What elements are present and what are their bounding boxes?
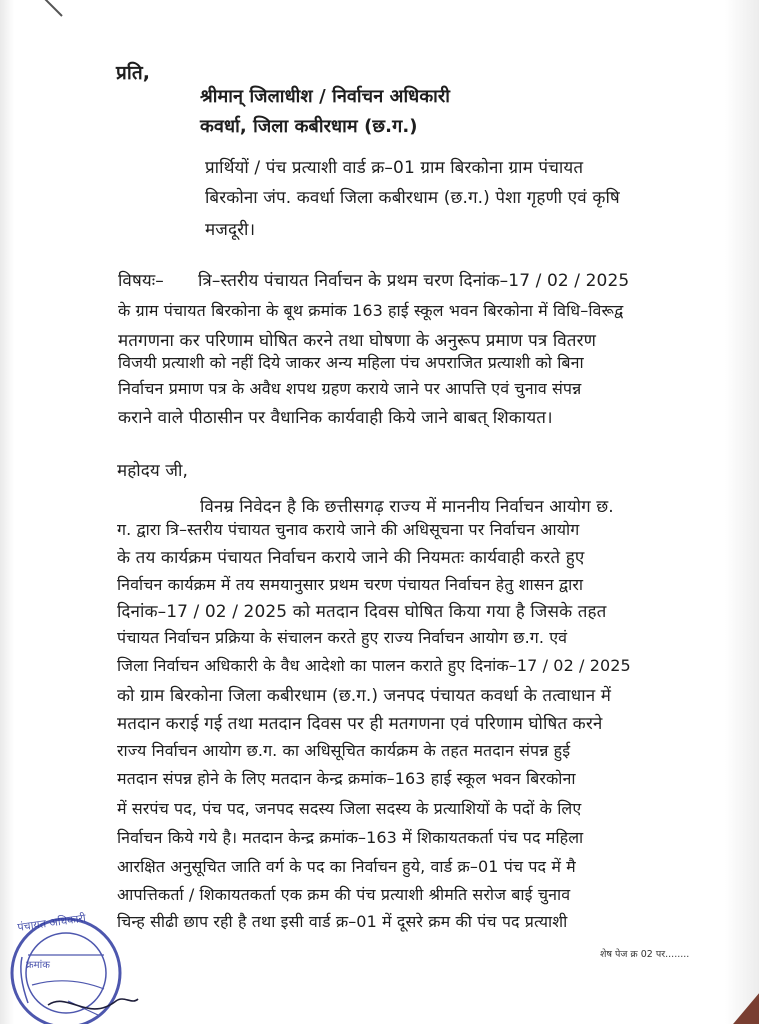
body-line: जिला निर्वाचन अधिकारी के वैध आदेशो का पालन कराते हुए दिनांक–17 / 02 / 2025 — [117, 656, 631, 675]
body-line: निर्वाचन किये गये है। मतदान केन्द्र क्रमांक–163 में शिकायतकर्ता पंच पद महिला — [117, 828, 584, 847]
subject-line: के ग्राम पंचायत बिरकोना के बूथ क्रमांक 163 हाई स्कूल भवन बिरकोना में विधि–विरूद्व — [118, 301, 624, 320]
body-line: दिनांक–17 / 02 / 2025 को मतदान दिवस घोषित किया गया है जिसके तहत — [117, 602, 607, 622]
body-line: मतदान कराई गई तथा मतदान दिवस पर ही मतगणना एवं परिणाम घोषित करने — [117, 714, 603, 734]
body-line: राज्य निर्वाचन आयोग छ.ग. का अधिसूचित कार्यक्रम के तहत मतदान संपन्न हुई — [117, 741, 571, 760]
applicant-line-3: मजदूरी। — [205, 220, 256, 240]
body-line: के तय कार्यक्रम पंचायत निर्वाचन कराये जाने की नियमतः कार्यवाही करते हुए — [117, 548, 585, 568]
salutation: महोदय जी, — [117, 461, 189, 481]
stamp-text-mid: क्रमांक — [26, 960, 50, 971]
office-stamp — [8, 905, 158, 1024]
prati-heading: प्रति, — [116, 62, 151, 84]
applicant-line-1: प्रार्थियों / पंच प्रत्याशी वार्ड क्र–01 ग्राम बिरकोना ग्राम पंचायत — [205, 158, 584, 178]
subject-line: विजयी प्रत्याशी को नहीं दिये जाकर अन्य महिला पंच अपराजित प्रत्याशी को बिना — [118, 353, 584, 372]
stamp-text-top: पंचायत अधिकारी — [16, 911, 87, 934]
body-line: को ग्राम बिरकोना जिला कबीरधाम (छ.ग.) जनपद पंचायत कवर्धा के तत्वाधान में — [117, 686, 612, 706]
body-line: चिन्ह सीढी छाप रही है तथा इसी वार्ड क्र–01 में दूसरे क्रम की पंच पद प्रत्याशी — [117, 912, 568, 931]
body-line: में सरपंच पद, पंच पद, जनपद सदस्य जिला सदस्य के प्रत्याशियों के पदों के लिए — [117, 799, 582, 818]
addressee-line-1: श्रीमान् जिलाधीश / निर्वाचन अधिकारी — [200, 86, 451, 107]
body-line: विनम्र निवेदन है कि छत्तीसगढ़ राज्य में माननीय निर्वाचन आयोग छ. — [200, 497, 614, 517]
body-line: मतदान संपन्न होने के लिए मतदान केन्द्र क्रमांक–163 हाई स्कूल भवन बिरकोना — [117, 769, 576, 788]
body-line: पंचायत निर्वाचन प्रक्रिया के संचालन करते हुए राज्य निर्वाचन आयोग छ.ग. एवं — [117, 628, 568, 647]
subject-first-line: त्रि–स्तरीय पंचायत निर्वाचन के प्रथम चरण दिनांक–17 / 02 / 2025 — [198, 271, 630, 291]
applicant-line-2: बिरकोना जंप. कवर्धा जिला कबीरधाम (छ.ग.) पेशा गृहणी एवं कृषि — [205, 188, 620, 208]
body-line: निर्वाचन कार्यक्रम में तय समयानुसार प्रथम चरण पंचायत निर्वाचन हेतु शासन द्वारा — [117, 575, 584, 594]
stamp-signature — [48, 999, 138, 1009]
body-line: आरक्षित अनुसूचित जाति वर्ग के पद का निर्वाचन हुये, वार्ड क्र–01 पंच पद में मै — [117, 857, 576, 876]
subject-line: कराने वाले पीठासीन पर वैधानिक कार्यवाही किये जाने बाबत् शिकायत। — [118, 408, 553, 428]
page-corner-fold — [36, 0, 66, 18]
subject-line: मतगणना कर परिणाम घोषित करने तथा घोषणा के अनुरूप प्रमाण पत्र वितरण — [118, 331, 597, 351]
page-corner-shadow — [706, 985, 759, 1024]
continued-note: शेष पेज क्र 02 पर........ — [600, 949, 690, 960]
addressee-line-2: कवर्धा, जिला कबीरधाम (छ.ग.) — [200, 116, 418, 137]
body-line: आपत्तिकर्ता / शिकायतकर्ता एक क्रम की पंच प्रत्याशी श्रीमति सरोज बाई चुनाव — [117, 885, 571, 904]
subject-label: विषयः– — [118, 271, 164, 291]
subject-line: निर्वाचन प्रमाण पत्र के अवैध शपथ ग्रहण कराये जाने पर आपत्ति एवं चुनाव संपन्न — [118, 379, 582, 398]
body-line: ग. द्वारा त्रि–स्तरीय पंचायत चुनाव कराये जाने की अधिसूचना पर निर्वाचन आयोग — [117, 520, 580, 539]
